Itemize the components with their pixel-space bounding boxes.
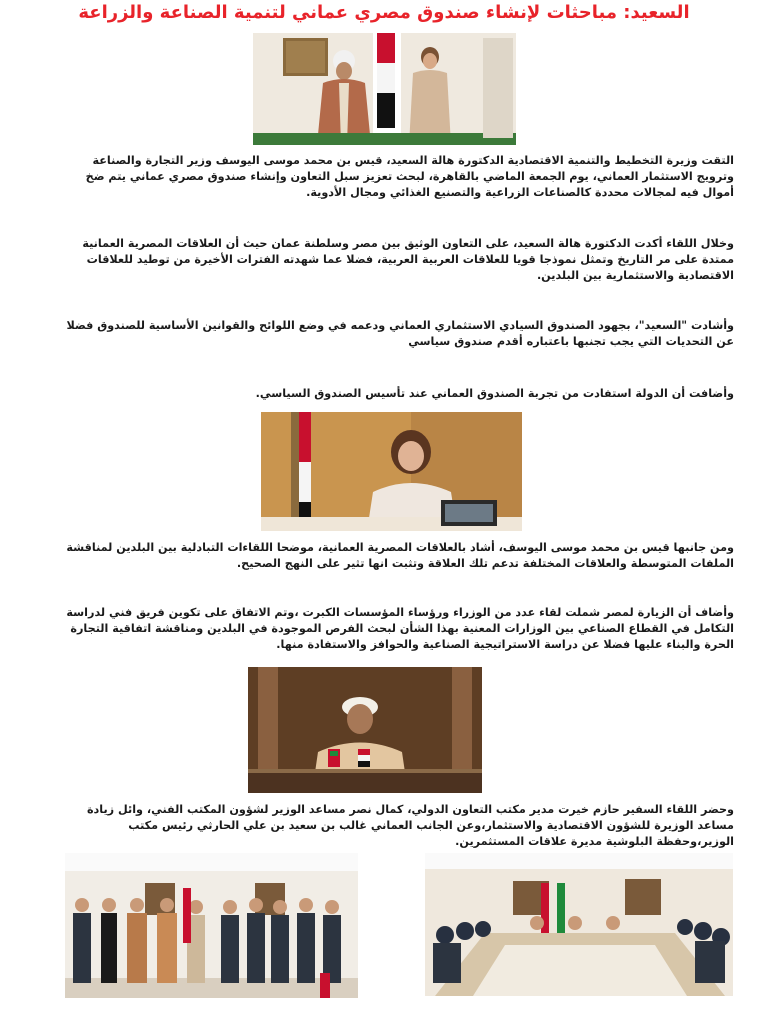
photo-group-standing	[65, 853, 358, 998]
paragraph-7: وحضر اللقاء السفير حازم خيرت مدير مكتب التعاون الدولي، كمال نصر مساعد الوزير لشؤون المكتب الفني، وائل زيادة مساعد الوزيرة للشؤون الاقتصادية والاستثمار،وعن الجانب العماني غالب بن سعيد بن علي الحارثي رئيس مكتب الوزير،وحفظة البلوشية مديرة علاقات المستثمرين.	[86, 803, 734, 848]
paragraph-3: وأشادت "السعيد"، بجهود الصندوق السيادي الاستثماري العماني ودعمه في وضع اللوائح والقوانين الأساسية للصندوق فضلا عن التحديات التي يجب تجنبها باعتباره أقدم صندوق سياسي	[66, 319, 734, 348]
photo-meeting-table	[425, 853, 733, 996]
paragraph-5: ومن جانبها قيس بن محمد موسى اليوسف، أشاد بالعلاقات المصرية العمانية، موضحا اللقاءات التبادلية بين البلدين لمناقشة الملفات المتوسطة والعلاقات المختلفة تدعم تلك العلاقة وتثبت انها تثير على النهج الصحيح.	[66, 541, 734, 570]
paragraph-1: التقت وزيرة التخطيط والتنمية الاقتصادية الدكتورة هالة السعيد، قيس بن محمد موسى اليوسف وزير التجارة والصناعة وترويج الاستثمار العماني، يوم الجمعة الماضي بالقاهرة، لبحث تعزيز سبل التعاون وإنشاء صندوق مصري عماني يتم ضخ أموال فيه لمجالات محددة كالصناعات الزراعية والتصنيع الغذائي ومجال الأدوية.	[85, 154, 734, 199]
photo-ministers-standing	[253, 33, 516, 145]
photo-minister-desk	[261, 412, 522, 531]
paragraph-2: وخلال اللقاء أكدت الدكتورة هالة السعيد، على التعاون الوثيق بين مصر وسلطنة عمان حيث أن العلاقات المصرية العمانية ممتدة على مر التاريخ وتمثل نموذجا قويا للعلاقات العربية العربية، فضلا عما شهدته الفترات الأخيرة من توطيد للعلاقات الاقتصادية والاستثمارية بين البلدين.	[82, 237, 734, 282]
photo-omani-minister	[248, 667, 482, 793]
paragraph-4: وأضافت أن الدولة استفادت من تجربة الصندوق العماني عند تأسيس الصندوق السياسي.	[255, 387, 734, 400]
paragraph-6: وأضاف أن الزيارة لمصر شملت لقاء عدد من الوزراء ورؤساء المؤسسات الكبرت ،وتم الاتفاق على تكوين فريق فني لدراسة التكامل في القطاع الصناعي بين الوزارات المعنية بهذا الشأن لبحث الفرص الموجودة في البلدين ومناقشة اتفاقية التجارة الحرة والبناء عليها فضلا عن دراسة الاستراتيجية الصناعية والحوافز والاستفادة منها.	[66, 606, 734, 651]
headline: السعيد: مباحثات لإنشاء صندوق مصري عماني لتنمية الصناعة والزراعة	[78, 2, 690, 23]
